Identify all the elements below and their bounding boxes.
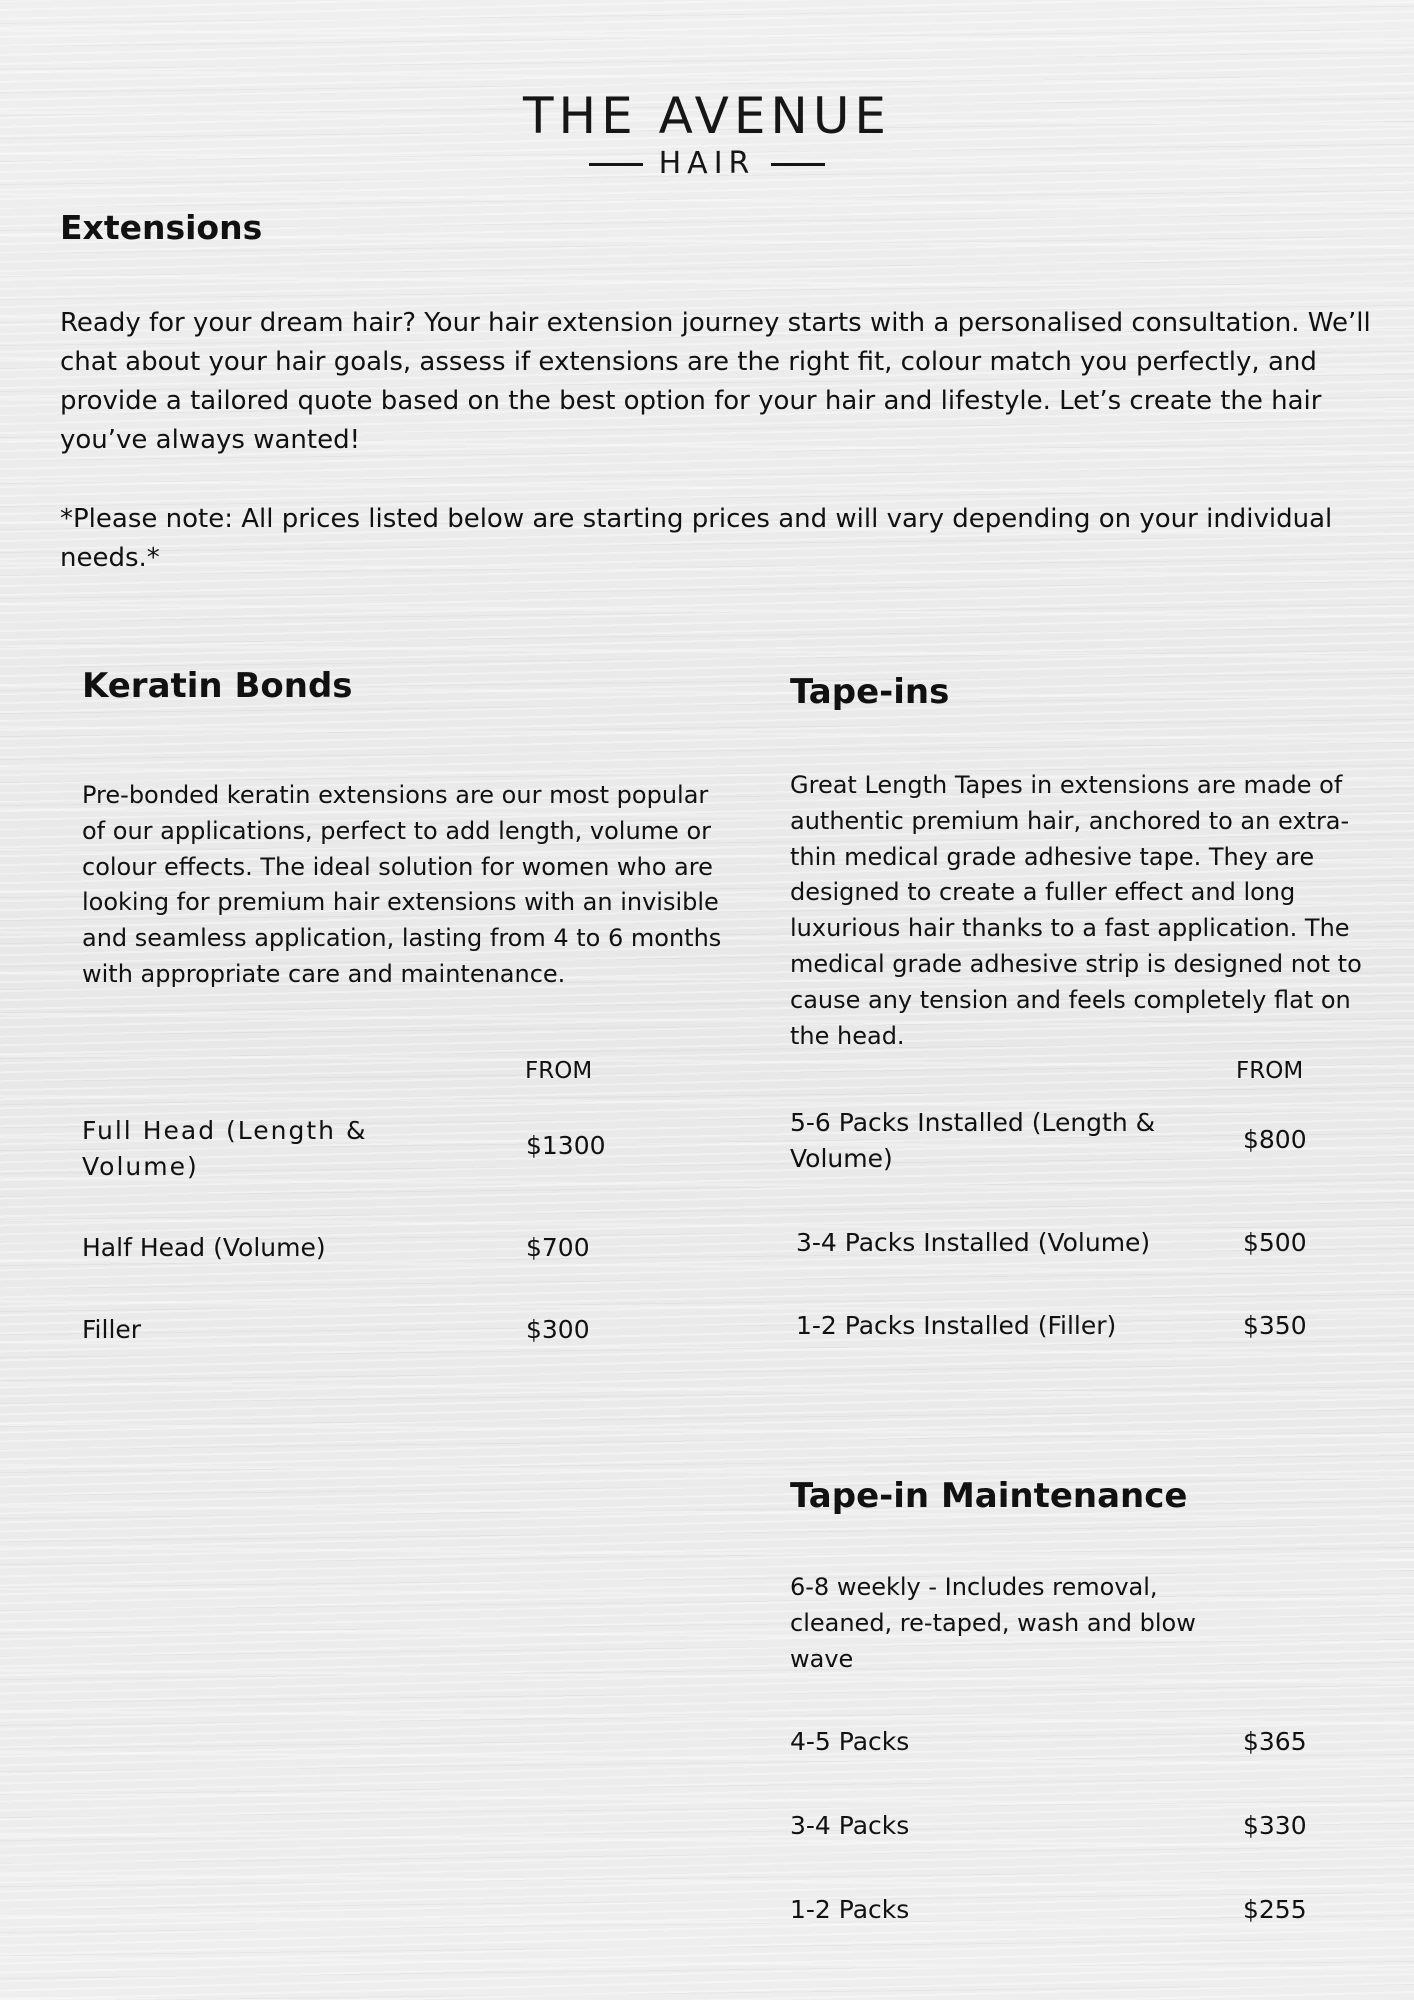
tapeins-item-price: $350 bbox=[1243, 1311, 1307, 1340]
maintenance-description: 6-8 weekly - Includes removal, cleaned, re-taped, wash and blow wave bbox=[790, 1573, 1196, 1673]
tapeins-from-label: FROM bbox=[1236, 1058, 1304, 1084]
page-title: Extensions bbox=[60, 208, 263, 247]
keratin-title: Keratin Bonds bbox=[82, 666, 353, 706]
logo-subtitle bbox=[0, 146, 1414, 182]
tapeins-item-label: 1-2 Packs Installed (Filler) bbox=[796, 1311, 1117, 1340]
logo-rule-left bbox=[589, 163, 643, 166]
tapeins-item-label: 5-6 Packs Installed (Length & Volume) bbox=[790, 1108, 1156, 1173]
maintenance-item-price: $255 bbox=[1243, 1895, 1307, 1924]
keratin-item-label: Half Head (Volume) bbox=[82, 1233, 326, 1262]
tapeins-description: Great Length Tapes in extensions are made of authentic premium hair, anchored to an extra-thin medical grade adhesive tape. They are designed to create a fuller effect and long luxurious hair thanks to a fast application. The medical grade adhesive strip is designed not to cause any tension and feels completely flat on the head. bbox=[790, 771, 1362, 1050]
keratin-item-price: $1300 bbox=[526, 1131, 606, 1160]
maintenance-item-label: 4-5 Packs bbox=[790, 1727, 910, 1756]
maintenance-item-price: $330 bbox=[1243, 1811, 1307, 1840]
maintenance-item-price: $365 bbox=[1243, 1727, 1307, 1756]
tapeins-item-label: 3-4 Packs Installed (Volume) bbox=[796, 1228, 1151, 1257]
keratin-description: Pre-bonded keratin extensions are our most popular of our applications, perfect to add length, volume or colour effects. The ideal solution for women who are looking for premium hair extensions with an invisible and seamless application, lasting from 4 to 6 months with appropriate care and maintenance. bbox=[82, 781, 722, 988]
tapeins-title: Tape-ins bbox=[790, 672, 950, 712]
intro-paragraph: Ready for your dream hair? Your hair extension journey starts with a personalised consultation. We’ll chat about your hair goals, assess if extensions are the right fit, colour match you perfectly, and provide a tailored quote based on the best option for your hair and lifestyle. Let’s create the hair you’ve always wanted! bbox=[60, 308, 1371, 455]
tapeins-item-price: $800 bbox=[1243, 1125, 1307, 1154]
logo-title: THE AVENUE bbox=[522, 87, 892, 145]
logo-subtitle-text: HAIR bbox=[658, 146, 756, 181]
maintenance-item-label: 1-2 Packs bbox=[790, 1895, 910, 1924]
tapeins-item-price: $500 bbox=[1243, 1228, 1307, 1257]
keratin-item-price: $700 bbox=[526, 1233, 590, 1262]
maintenance-title: Tape-in Maintenance bbox=[790, 1476, 1188, 1516]
price-note: *Please note: All prices listed below are starting prices and will vary depending on your individual needs.* bbox=[60, 504, 1333, 573]
keratin-item-label: Filler bbox=[82, 1315, 142, 1344]
keratin-item-price: $300 bbox=[526, 1315, 590, 1344]
keratin-item-label: Full Head (Length & Volume) bbox=[82, 1116, 368, 1181]
logo-rule-right bbox=[771, 163, 825, 166]
keratin-from-label: FROM bbox=[525, 1058, 593, 1084]
maintenance-item-label: 3-4 Packs bbox=[790, 1811, 910, 1840]
